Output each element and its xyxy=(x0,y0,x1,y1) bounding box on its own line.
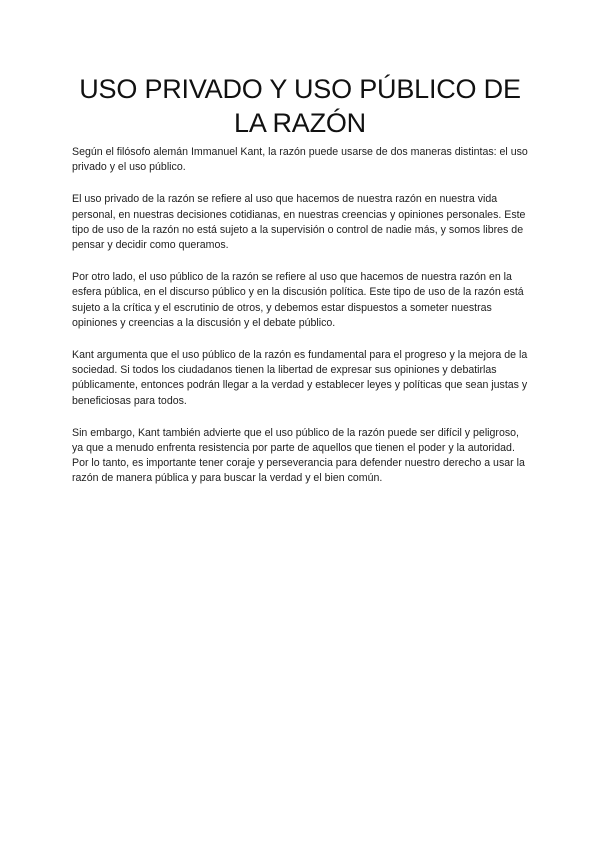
paragraph-intro: Según el filósofo alemán Immanuel Kant, la razón puede usarse de dos maneras distintas: el uso privado y el uso público. xyxy=(72,146,528,174)
page-title xyxy=(60,72,540,140)
document-body xyxy=(72,145,532,504)
paragraph-private-use: El uso privado de la razón se refiere al uso que hacemos de nuestra razón en nuestra vida personal, en nuestras decisiones cotidianas, en nuestras creencias y opiniones personales. Este tipo de uso de la razón no está sujeto a la supervisión o control de nadie más, y somos libres de pensar y decidir como queramos. xyxy=(72,193,526,252)
paragraph-public-use: Por otro lado, el uso público de la razón se refiere al uso que hacemos de nuestra razón en la esfera pública, en el discurso público y en la discusión política. Este tipo de uso de la razón está sujeto a la crítica y el escrutinio de otros, y debemos estar dispuestos a someter nuestras opiniones y creencias a la discusión y el debate público. xyxy=(72,271,524,329)
paragraph-conclusion: Sin embargo, Kant también advierte que el uso público de la razón puede ser difícil y peligroso, ya que a menudo enfrenta resistencia por parte de aquellos que tienen el poder y la autoridad. Por lo tanto, es importante tener coraje y perseverancia para defender nuestro derecho a usar la razón de manera pública y para buscar la verdad y el bien común. xyxy=(72,426,525,485)
paragraph-kant-argument: Kant argumenta que el uso público de la razón es fundamental para el progreso y la mejora de la sociedad. Si todos los ciudadanos tienen la libertad de expresar sus opiniones y debatirlas públicamente, entonces podrán llegar a la verdad y establecer leyes y políticas que sean justas y beneficiosas para todos. xyxy=(72,349,528,407)
title-line-2: LA RAZÓN xyxy=(234,108,366,138)
title-line-1: USO PRIVADO Y USO PÚBLICO DE xyxy=(79,74,521,104)
